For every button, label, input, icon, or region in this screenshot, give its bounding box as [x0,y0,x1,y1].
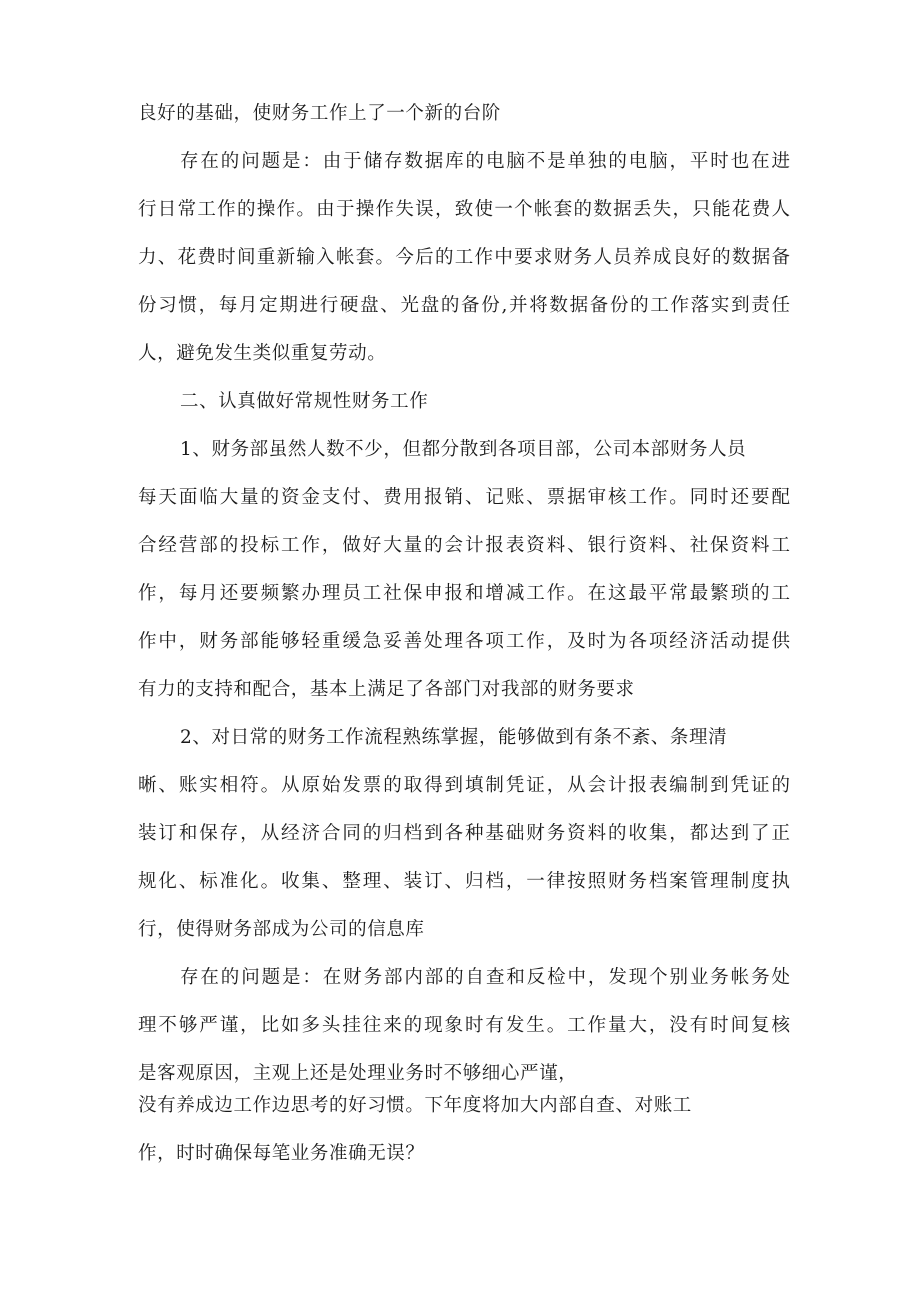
section-heading: 二、认真做好常规性财务工作 [180,391,429,412]
text-line: 良好的基础，使财务工作上了一个新的台阶 [138,103,501,124]
text-line: 作，每月还要频繁办理员工社保申报和增减工作。在这最平常最繁琐的工 [138,583,790,604]
text-line: 存在的问题是：由于储存数据库的电脑不是单独的电脑，平时也在进 [180,151,790,172]
text-line: 晰、账实相符。从原始发票的取得到填制凭证，从会计报表编制到凭证的 [138,775,790,796]
text-line: 装订和保存，从经济合同的归档到各种基础财务资料的收集，都达到了正 [138,823,790,844]
text-line: 人，避免发生类似重复劳动。 [138,343,387,364]
text-line: 份习惯，每月定期进行硬盘、光盘的备份,并将数据备份的工作落实到责任 [138,295,790,316]
text-line: 行日常工作的操作。由于操作失误，致使一个帐套的数据丢失，只能花费人 [138,199,790,220]
text-line: 有力的支持和配合，基本上满足了各部门对我部的财务要求 [138,679,635,700]
text-line: 每天面临大量的资金支付、费用报销、记账、票据审核工作。同时还要配 [138,487,790,508]
text-line: 合经营部的投标工作，做好大量的会计报表资料、银行资料、社保资料工 [138,535,790,556]
text-line: 1、财务部虽然人数不少，但都分散到各项目部，公司本部财务人员 [180,439,747,460]
text-line: 行，使得财务部成为公司的信息库 [138,919,425,940]
text-line: 没有养成边工作边思考的好习惯。下年度将加大内部自查、对账工 [138,1095,692,1116]
text-line: 作，时时确保每笔业务准确无误？ [138,1143,425,1164]
text-line: 作中，财务部能够轻重缓急妥善处理各项工作，及时为各项经济活动提供 [138,631,790,652]
text-line: 规化、标准化。收集、整理、装订、归档，一律按照财务档案管理制度执 [138,871,790,892]
text-line: 2、对日常的财务工作流程熟练掌握，能够做到有条不紊、条理清 [180,727,728,748]
text-line: 存在的问题是：在财务部内部的自查和反检中，发现个别业务帐务处 [180,967,790,988]
text-line: 理不够严谨，比如多头挂往来的现象时有发生。工作量大，没有时间复核 [138,1015,790,1036]
text-line: 力、花费时间重新输入帐套。今后的工作中要求财务人员养成良好的数据备 [138,247,790,268]
text-line: 是客观原因，主观上还是处理业务时不够细心严谨， [138,1063,578,1084]
